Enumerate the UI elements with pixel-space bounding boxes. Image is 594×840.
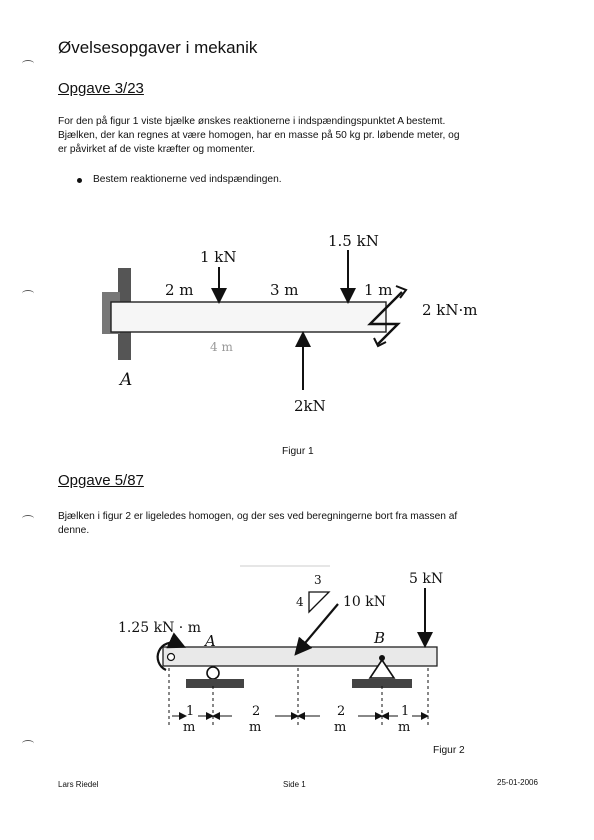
moment-label: 1.25 kN · m <box>118 620 201 636</box>
dimension-value: 2 <box>337 704 346 719</box>
dimension-value: 1 <box>401 704 410 719</box>
slope-label-3: 3 <box>314 573 322 587</box>
dimension-value: 2 <box>252 704 261 719</box>
section-heading-5-87: Opgave 5/87 <box>58 472 144 489</box>
dimension-unit: m <box>183 720 196 735</box>
paragraph-line: denne. <box>58 525 90 536</box>
figure-2 <box>0 560 594 750</box>
bullet-text: Bestem reaktionerne ved indspændingen. <box>93 174 282 185</box>
figure-caption: Figur 2 <box>433 745 465 756</box>
force-label-1-5kn: 1.5 kN <box>328 232 379 250</box>
force-label-5kn: 5 kN <box>409 571 444 587</box>
force-label-2kn: 2kN <box>294 397 326 415</box>
force-label-10kn: 10 kN <box>343 594 386 610</box>
force-label-1kn: 1 kN <box>200 248 237 266</box>
bullet-icon <box>77 178 82 183</box>
paragraph-line: For den på figur 1 viste bjælke ønskes reaktionerne i indspændingspunktet A bestemt. <box>58 116 446 127</box>
footer-author: Lars Riedel <box>58 780 99 789</box>
margin-mark <box>22 515 34 522</box>
footer-date: 25-01-2006 <box>497 778 538 787</box>
dimension-unit: m <box>334 720 347 735</box>
moment-label: 2 kN·m <box>422 301 478 319</box>
paragraph-line: er påvirket af de viste kræfter og momenter. <box>58 144 256 155</box>
dimension-unit: m <box>398 720 411 735</box>
distance-label-2m: 2 m <box>165 281 194 299</box>
figure-caption: Figur 1 <box>282 446 314 457</box>
page-title: Øvelsesopgaver i mekanik <box>58 38 258 57</box>
slope-label-4: 4 <box>296 595 304 609</box>
footer-page: Side 1 <box>283 780 306 789</box>
point-label-b: B <box>374 629 386 647</box>
section-heading-3-23: Opgave 3/23 <box>58 80 144 97</box>
beam-length-label: 4 m <box>210 340 233 354</box>
margin-mark <box>22 60 34 67</box>
dimension-unit: m <box>249 720 262 735</box>
dimension-value: 1 <box>186 704 195 719</box>
point-label-a: A <box>205 632 216 650</box>
distance-label-1m: 1 m <box>364 281 393 299</box>
distance-label-3m: 3 m <box>270 281 299 299</box>
paragraph-line: Bjælken, der kan regnes at være homogen, har en masse på 50 kg pr. løbende meter, og <box>58 130 460 141</box>
support-label-a: A <box>120 370 133 390</box>
paragraph-line: Bjælken i figur 2 er ligeledes homogen, og der ses ved beregningerne bort fra massen af <box>58 511 458 522</box>
